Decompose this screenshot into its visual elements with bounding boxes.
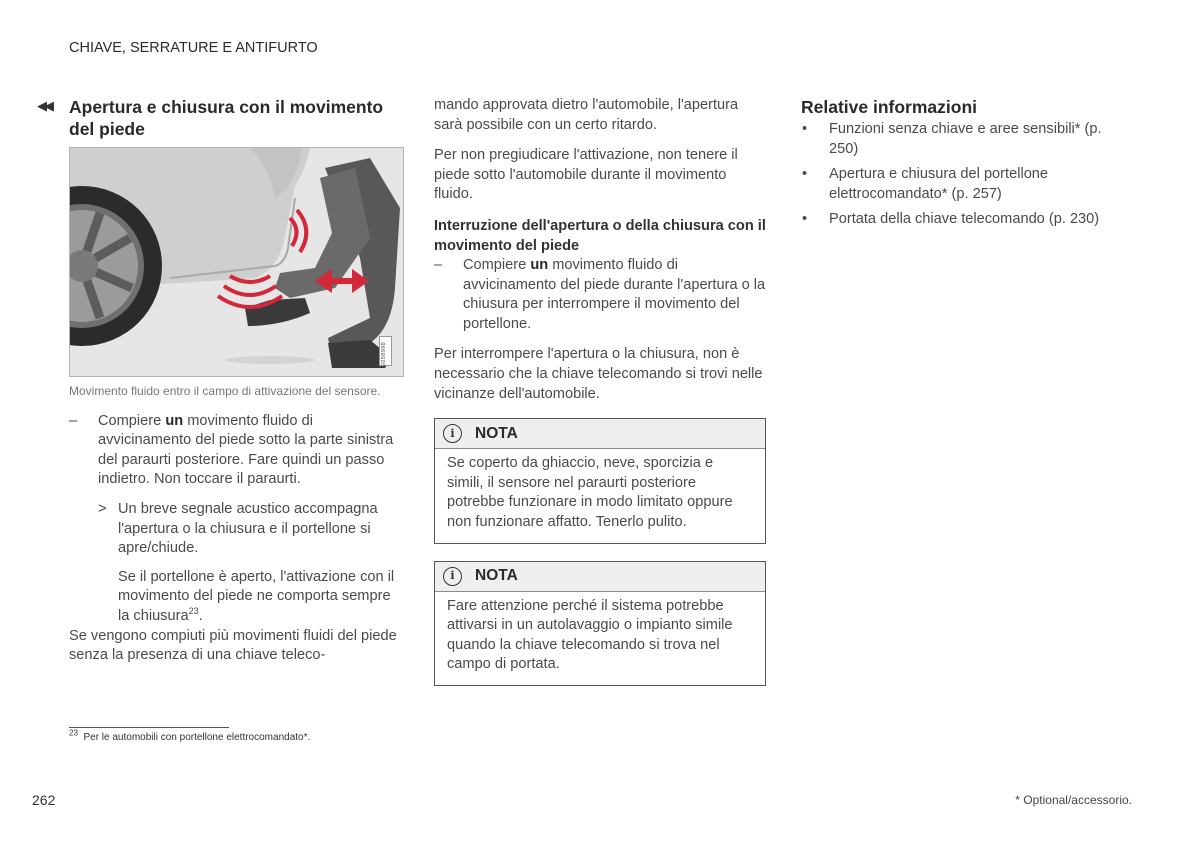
related-link[interactable] (801, 165, 1131, 204)
info-icon: i (443, 567, 462, 586)
note-header (435, 562, 765, 592)
note-title: NOTA (475, 424, 518, 442)
figure-caption: Movimento fluido entro il campo di attivazione del sensore. (69, 384, 381, 398)
note-box (434, 561, 766, 686)
bullet-icon: • (802, 121, 808, 137)
note-title: NOTA (475, 567, 518, 585)
step-item (434, 256, 766, 334)
step-text-pre: Compiere (463, 256, 531, 273)
related-link-text[interactable]: Funzioni senza chiave e aree sensibili* (p. 250) (829, 121, 1102, 157)
car-bumper-foot-sensor-illustration (69, 147, 404, 377)
step-dash: – (69, 412, 78, 429)
page-number: 262 (32, 792, 56, 808)
column-middle (434, 96, 766, 686)
column-right (801, 96, 1131, 236)
step-result (98, 500, 402, 559)
body-paragraph: Per non pregiudicare l'attivazione, non tenere il piede sotto l'automobile durante il movimento fluido. (434, 147, 738, 203)
result-text: Un breve segnale acustico accompagna l'apertura o la chiusura e il portellone si apre/chiude. (118, 500, 378, 557)
footnote-number: 23 (69, 728, 78, 738)
body-paragraph: Per interrompere l'apertura o la chiusura, non è necessario che la chiave telecomando si trovi nelle vicinanze dell'automobile. (434, 346, 763, 402)
step-text-bold: un (165, 412, 184, 429)
note-body: Fare attenzione perché il sistema potrebbe attivarsi in un autolavaggio o impianto simile quando la chiave telecomando si trova nel campo di portata. (447, 597, 733, 673)
note-header (435, 419, 765, 449)
step-text-pre: Compiere (98, 412, 166, 429)
body-paragraph-continued: mando approvata dietro l'automobile, l'apertura sarà possibile con un certo ritardo. (434, 97, 739, 133)
illustration-svg (70, 148, 403, 376)
result-note-end: . (198, 607, 203, 624)
double-chevron-left-icon[interactable]: ◀◀ (37, 98, 51, 113)
result-note-text: Se il portellone è aperto, l'attivazione con il movimento del piede ne comporta sempre la chiusura (118, 568, 395, 624)
info-icon: i (443, 424, 462, 443)
bullet-icon: • (802, 166, 808, 183)
footnote-ref[interactable]: 23 (188, 606, 199, 617)
body-paragraph: Se vengono compiuti più movimenti fluidi del piede senza la presenza di una chiave teleco- (69, 627, 397, 664)
step-dash: – (434, 256, 443, 273)
related-link[interactable] (801, 210, 1131, 230)
related-info-title: Relative informazioni (801, 97, 978, 117)
column-left (69, 96, 402, 677)
figure-code-text: G058998 (380, 342, 387, 368)
step-text-post: movimento fluido di avvicinamento del piede durante l'apertura o la chiusura per interrompere il movimento del portellone. (463, 256, 766, 332)
step-item (69, 412, 402, 627)
note-body: Se coperto da ghiaccio, neve, sporcizia e simili, il sensore nel paraurti posteriore potrebbe funzionare in modo limitato oppure non funzionare affatto. Tenerlo pulito. (447, 455, 733, 530)
step-text-bold: un (530, 256, 549, 273)
related-link-text[interactable]: Portata della chiave telecomando (p. 230) (829, 211, 1100, 228)
subheading: Interruzione dell'apertura o della chiusura con il movimento del piede (434, 217, 766, 254)
result-note (98, 568, 402, 627)
related-link-text[interactable]: Apertura e chiusura del portellone elettrocomandato* (p. 257) (829, 166, 1049, 202)
note-box (434, 418, 766, 543)
result-marker: > (98, 500, 107, 517)
running-head: CHIAVE, SERRATURE E ANTIFURTO (69, 40, 318, 56)
optional-note: * Optional/accessorio. (1015, 793, 1132, 807)
related-link[interactable] (801, 120, 1131, 159)
footnote (69, 728, 311, 743)
step-text-post: movimento fluido di avvicinamento del piede sotto la parte sinistra del paraurti posteriore. Fare quindi un passo indietro. Non toccare il paraurti. (98, 412, 394, 488)
figure-code (379, 336, 392, 366)
footnote-rule (69, 727, 229, 728)
footnote-text: Per le automobili con portellone elettrocomandato*. (83, 732, 311, 743)
section-title: Apertura e chiusura con il movimento del piede (69, 97, 384, 139)
bullet-icon: • (802, 211, 808, 228)
